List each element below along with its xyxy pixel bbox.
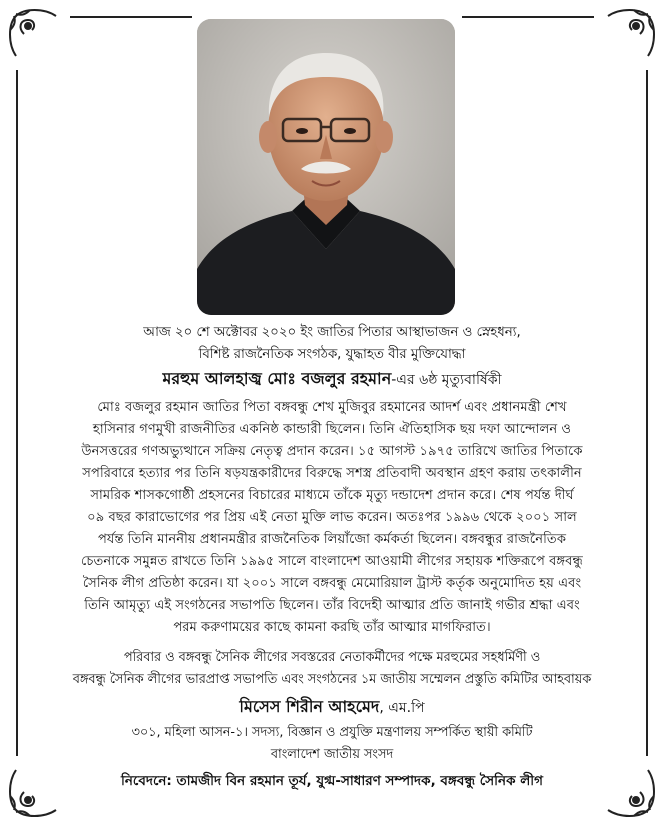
body-line: সৈনিক লীগ প্রতিষ্ঠা করেন। যা ২০০১ সালে বঙ্গবন্ধু মেমোরিয়াল ট্রাস্ট কর্তৃক অনুমোদিত হয় এবং bbox=[82, 576, 582, 591]
memorial-title bbox=[10, 367, 654, 392]
corner-ornament-top-left bbox=[4, 4, 58, 58]
body-line: ০৯ বছর কারাভোগের পর প্রিয় এই নেতা মুক্তি লাভ করেন। অতঃপর ১৯৯৬ থেকে ২০০১ সাল bbox=[87, 510, 577, 525]
body-line: তিনি আমৃত্যু এই সংগঠনের সভাপতি ছিলেন। তাঁর বিদেহী আত্মার প্রতি জানাই গভীর শ্রদ্ধা এবং bbox=[84, 598, 580, 613]
body-line: সামরিক শাসকগোষ্ঠী প্রহসনের বিচারের মাধ্যমে তাঁকে মৃত্যু দন্ডাদেশ প্রদান করে। শেষ পর্যন্ত দীর্ঘ bbox=[90, 488, 574, 503]
body-line: উনসত্তরের গণঅভ্যুত্থানে সক্রিয় নেতৃত্ব প্রদান করেন। ১৫ আগস্ট ১৯৭৫ তারিখে জাতির পিতাকে bbox=[81, 444, 583, 459]
portrait-illustration bbox=[197, 19, 455, 315]
signatory-name: মিসেস শিরীন আহমেদ bbox=[239, 697, 380, 716]
signatory-heading bbox=[10, 695, 654, 720]
intro-line: বিশিষ্ট রাজনৈতিক সংগঠক, যুদ্ধাহত বীর মুক্তিযোদ্ধা bbox=[198, 347, 466, 362]
body-line: হাসিনার গণমুখী রাজনীতির একনিষ্ঠ কান্ডারী ছিলেন। তিনি ঐতিহাসিক ছয় দফা আন্দোলন ও bbox=[92, 422, 572, 437]
portrait-photo bbox=[197, 19, 455, 315]
closing-line: বঙ্গবন্ধু সৈনিক লীগের ভারপ্রাপ্ত সভাপতি এবং সংগঠনের ১ম জাতীয় সম্মেলন প্রস্তুতি কমিটির আহবায়ক bbox=[72, 672, 592, 687]
body-line: মোঃ বজলুর রহমান জাতির পিতা বঙ্গবন্ধু শেখ মুজিবুর রহমানের আদর্শ এবং প্রধানমন্ত্রী শেখ bbox=[97, 400, 567, 415]
body-line: চেতনাকে সমুন্নত রাখতে তিনি ১৯৯৫ সালে বাংলাদেশ আওয়ামী লীগের সহায়ক শক্তিরূপে বঙ্গবন্ধু bbox=[81, 554, 583, 569]
body-line: সপরিবারে হত্যার পর তিনি ষড়যন্ত্রকারীদের বিরুদ্ধে সশস্ত্র প্রতিবাদী অবস্থান গ্রহণ করায় তৎকালীন bbox=[82, 466, 582, 481]
footer-submitted-by: নিবেদনে: তামজীদ বিন রহমান তূর্য, যুগ্ম-সাধারণ সম্পাদক, বঙ্গবন্ধু সৈনিক লীগ bbox=[121, 773, 543, 789]
closing-line: পরিবার ও বঙ্গবন্ধু সৈনিক লীগের সবস্তরের নেতাকর্মীদের পক্ষে মরহুমের সহধর্মিণী ও bbox=[123, 650, 541, 665]
frame-top-line bbox=[70, 16, 192, 18]
corner-ornament-top-right bbox=[606, 4, 660, 58]
signatory-title: , এম.পি bbox=[379, 700, 425, 716]
body-line: পর্যন্ত তিনি মাননীয় প্রধানমন্ত্রীর রাজনৈতিক লিয়াঁজো কর্মকর্তা ছিলেন। বঙ্গবন্ধুর রাজনৈতিক bbox=[97, 532, 567, 547]
death-anniversary-label: -এর ৬ষ্ঠ মৃত্যুবার্ষিকী bbox=[391, 372, 502, 388]
intro-line: আজ ২০ শে অক্টোবর ২০২০ ইং জাতির পিতার আস্থাভাজন ও স্নেহধন্য, bbox=[143, 325, 521, 340]
signatory-institution: বাংলাদেশ জাতীয় সংসদ bbox=[270, 747, 394, 762]
signatory-position: ৩০১, মহিলা আসন-১। সদস্য, বিজ্ঞান ও প্রযুক্তি মন্ত্রণালয় সম্পর্কিত স্থায়ী কমিটি bbox=[131, 725, 533, 740]
frame-top-line bbox=[462, 16, 594, 18]
body-line: পরম করুণাময়ের কাছে কামনা করছি তাঁর আত্মার মাগফিরাত। bbox=[173, 620, 491, 635]
deceased-name: মরহুম আলহাজ্ব মোঃ বজলুর রহমান bbox=[162, 369, 392, 388]
